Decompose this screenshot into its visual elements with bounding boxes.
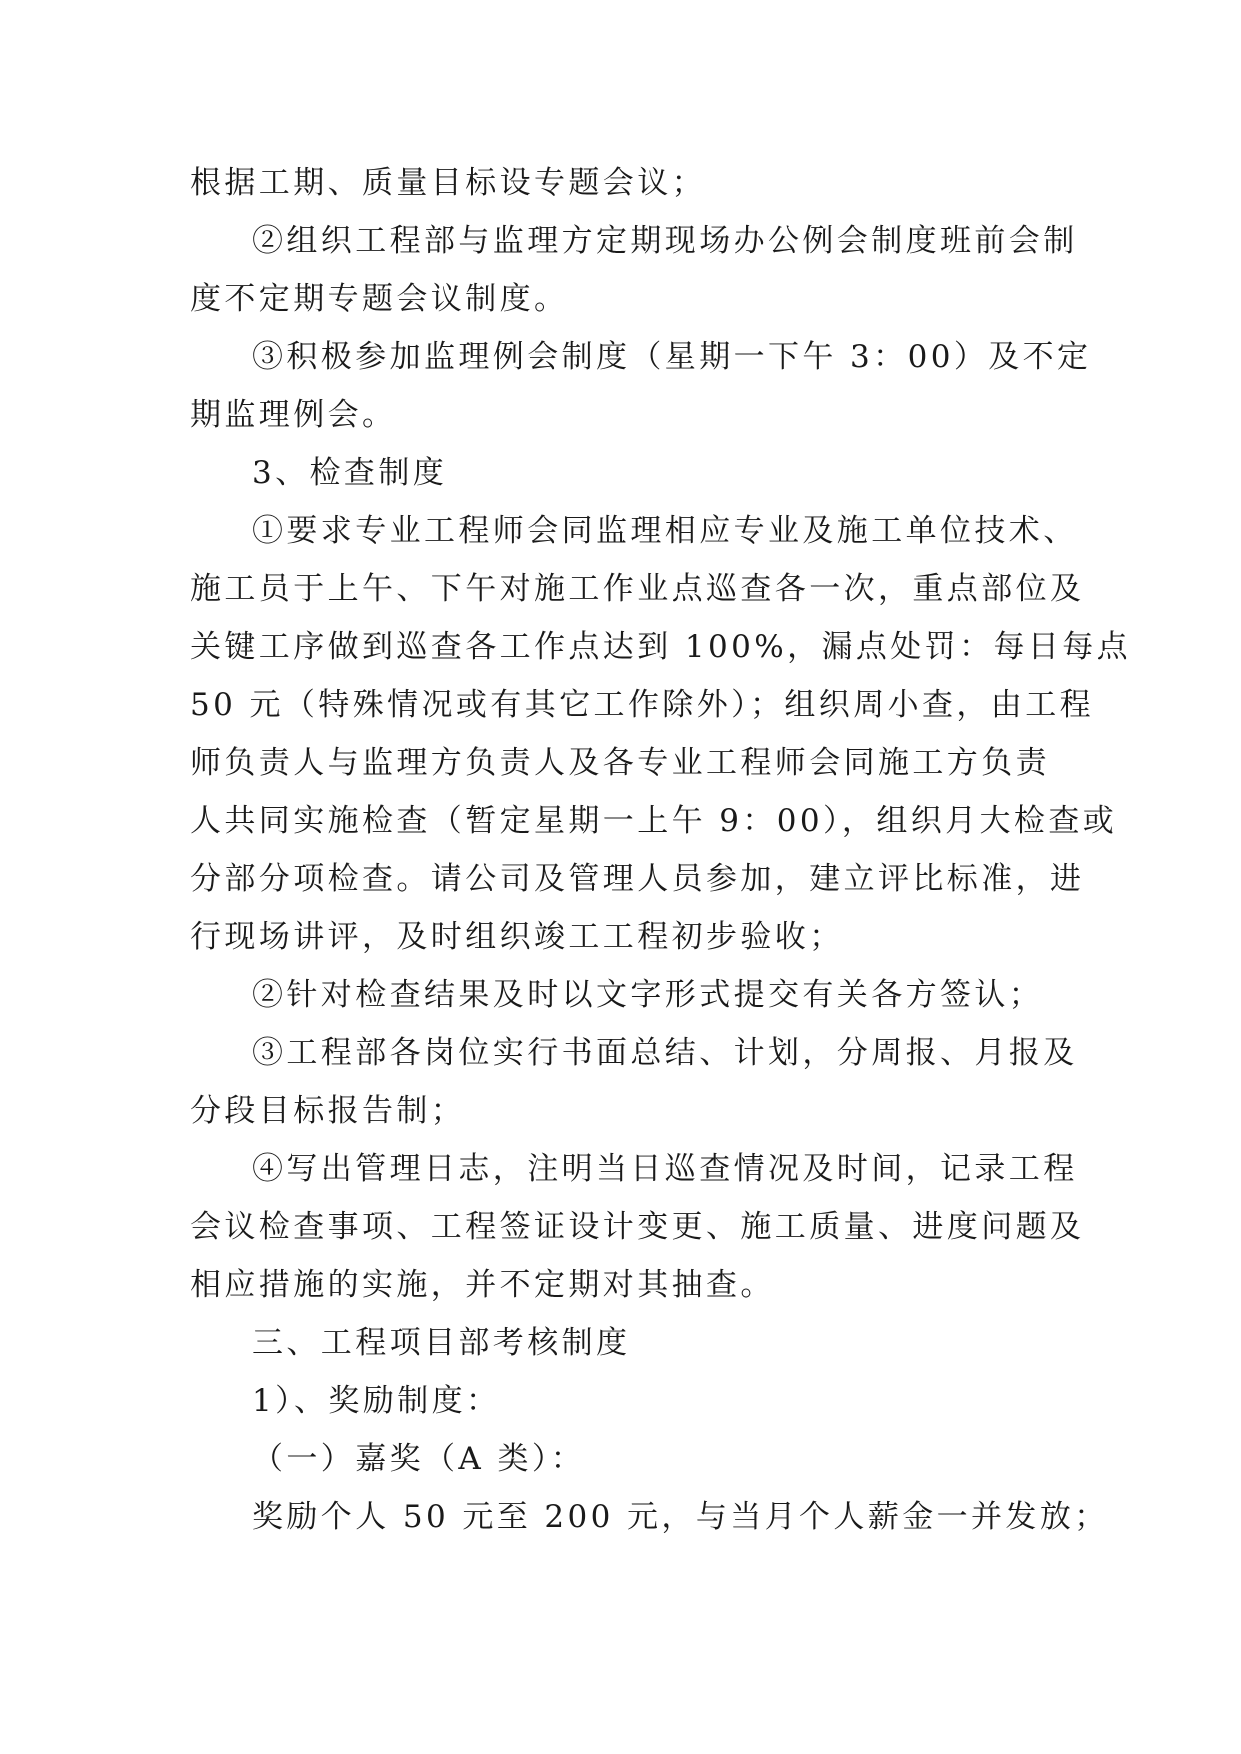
text-line: 三、工程项目部考核制度: [252, 1325, 631, 1361]
text-line: 人共同实施检查（暂定星期一上午 9：00），组织月大检查或: [190, 803, 1118, 839]
text-line: （一）嘉奖（A 类）：: [252, 1441, 586, 1477]
text-line: 期监理例会。: [190, 397, 397, 433]
text-line: 1）、奖励制度：: [252, 1383, 501, 1419]
document-body: [190, 154, 1132, 1546]
text-line: 施工员于上午、下午对施工作业点巡查各一次，重点部位及: [190, 571, 1085, 607]
text-line: 奖励个人 50 元至 200 元，与当月个人薪金一并发放；: [252, 1499, 1109, 1535]
text-line: 3、检查制度: [252, 455, 448, 491]
text-line: 50 元（特殊情况或有其它工作除外）；组织周小查，由工程: [190, 687, 1094, 723]
text-line: ②组织工程部与监理方定期现场办公例会制度班前会制: [252, 223, 1078, 259]
text-line: ②针对检查结果及时以文字形式提交有关各方签认；: [252, 977, 1044, 1013]
text-line: 分部分项检查。请公司及管理人员参加，建立评比标准，进: [190, 861, 1085, 897]
text-line: 度不定期专题会议制度。: [190, 281, 569, 317]
text-line: ③积极参加监理例会制度（星期一下午 3：00）及不定: [252, 339, 1092, 375]
text-line: 师负责人与监理方负责人及各专业工程师会同施工方负责: [190, 745, 1050, 781]
text-line: 关键工序做到巡查各工作点达到 100%，漏点处罚：每日每点: [190, 629, 1132, 665]
text-line: 行现场讲评，及时组织竣工工程初步验收；: [190, 919, 844, 955]
text-line: 会议检查事项、工程签证设计变更、施工质量、进度问题及: [190, 1209, 1085, 1245]
text-line: 根据工期、质量目标设专题会议；: [190, 165, 706, 201]
text-line: ①要求专业工程师会同监理相应专业及施工单位技术、: [252, 513, 1078, 549]
text-line: 相应措施的实施，并不定期对其抽查。: [190, 1267, 775, 1303]
text-line: 分段目标报告制；: [190, 1093, 466, 1129]
text-line: ③工程部各岗位实行书面总结、计划，分周报、月报及: [252, 1035, 1078, 1071]
text-line: ④写出管理日志，注明当日巡查情况及时间，记录工程: [252, 1151, 1078, 1187]
